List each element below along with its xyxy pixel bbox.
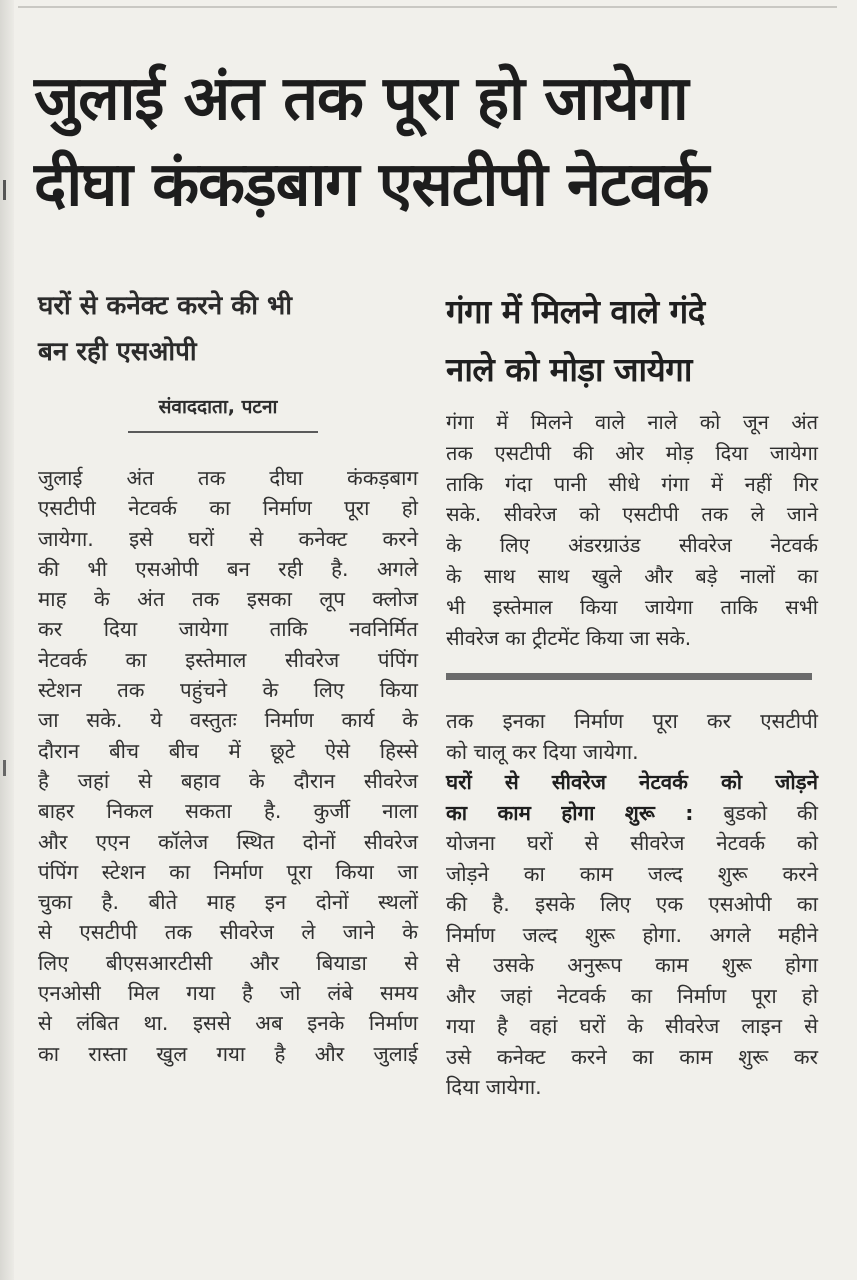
section-heading-line-1: घरों से सीवरेज नेटवर्क को जोड़ने: [446, 770, 818, 795]
right-body-text: [446, 706, 818, 1103]
right-subhead-line-1: गंगा में मिलने वाले गंदे: [446, 292, 705, 331]
right-intro-text: [446, 407, 818, 653]
section-heading-line-2: का काम होगा शुरू : बुडको की: [446, 800, 818, 825]
text-line: दिया जायेगा.: [446, 1075, 542, 1100]
text-line: माह के अंत तक इसका लूप क्लोज: [38, 587, 418, 612]
text-line: से उसके अनुरूप काम शुरू होगा: [446, 953, 818, 978]
byline: संवाददाता, पटना: [158, 396, 278, 418]
text-line: गंगा में मिलने वाले नाले को जून अंत: [446, 410, 818, 434]
text-line: ताकि गंदा पानी सीधे गंगा में नहीं गिर: [446, 471, 818, 496]
text-line: भी इस्तेमाल किया जायेगा ताकि सभी: [446, 594, 818, 619]
text-line: पंपिंग स्टेशन का निर्माण पूरा किया जा: [38, 859, 418, 884]
left-body-text: [38, 463, 418, 1069]
text-line: एनओसी मिल गया है जो लंबे समय: [38, 981, 418, 1006]
text-line: दौरान बीच बीच में छूटे ऐसे हिस्से: [38, 738, 418, 763]
text-line: सीवरेज का ट्रीटमेंट किया जा सके.: [446, 625, 692, 650]
text-line: के लिए अंडरग्राउंड सीवरेज नेटवर्क: [446, 533, 818, 558]
section-divider: [446, 673, 812, 680]
text-line: और जहां नेटवर्क का निर्माण पूरा हो: [446, 983, 818, 1008]
left-subhead-line-2: बन रही एसओपी: [38, 337, 197, 367]
right-column: [446, 283, 818, 1103]
section-text: [446, 828, 818, 1103]
top-rule: [18, 6, 837, 8]
text-line: जायेगा. इसे घरों से कनेक्ट करने: [38, 526, 418, 551]
left-subhead: [38, 283, 418, 375]
text-line: की भी एसओपी बन रही है. अगले: [38, 556, 418, 581]
text-line: तक एसटीपी की ओर मोड़ दिया जायेगा: [446, 440, 818, 465]
headline-line-1: जुलाई अंत तक पूरा हो जायेगा: [34, 63, 688, 134]
text-line: और एएन कॉलेज स्थित दोनों सीवरेज: [38, 829, 418, 854]
text-line: जोड़ने का काम जल्द शुरू करने: [446, 861, 818, 886]
text-line: चुका है. बीते माह इन दोनों स्थलों: [38, 890, 418, 915]
text-line: बाहर निकल सकता है. कुर्जी नाला: [38, 799, 418, 824]
text-line: तक इनका निर्माण पूरा कर एसटीपी: [446, 709, 818, 734]
text-line: का रास्ता खुल गया है और जुलाई: [38, 1041, 418, 1066]
right-subhead: [446, 283, 818, 399]
text-line: कर दिया जायेगा ताकि नवनिर्मित: [38, 617, 418, 642]
text-line: गया है वहां घरों के सीवरेज लाइन से: [446, 1014, 818, 1039]
left-column: [38, 283, 418, 1069]
text-line: उसे कनेक्ट करने का काम शुरू कर: [446, 1044, 818, 1069]
text-line: की है. इसके लिए एक एसओपी का: [446, 892, 818, 917]
text-line: निर्माण जल्द शुरू होगा. अगले महीने: [446, 922, 818, 947]
text-line: से लंबित था. इससे अब इनके निर्माण: [38, 1011, 418, 1036]
text-line: के साथ साथ खुले और बड़े नालों का: [446, 563, 818, 588]
text-line: से एसटीपी तक सीवरेज ले जाने के: [38, 920, 418, 945]
text-line: सके. सीवरेज को एसटीपी तक ले जाने: [446, 502, 818, 527]
page-fold-edge: [0, 0, 14, 1280]
text-line: को चालू कर दिया जायेगा.: [446, 739, 639, 764]
right-subhead-line-2: नाले को मोड़ा जायेगा: [446, 350, 692, 389]
headline: [34, 56, 824, 228]
text-line: लिए बीएसआरटीसी और बियाडा से: [38, 950, 418, 975]
text-line: जा सके. ये वस्तुतः निर्माण कार्य के: [38, 708, 418, 733]
text-line: नेटवर्क का इस्तेमाल सीवरेज पंपिंग: [38, 647, 418, 672]
text-line: योजना घरों से सीवरेज नेटवर्क को: [446, 831, 818, 856]
text-line: है जहां से बहाव के दौरान सीवरेज: [38, 768, 418, 793]
text-line: जुलाई अंत तक दीघा कंकड़बाग: [38, 466, 418, 490]
headline-line-2: दीघा कंकड़बाग एसटीपी नेटवर्क: [34, 149, 709, 220]
left-subhead-line-1: घरों से कनेक्ट करने की भी: [38, 291, 292, 321]
continued-text: [446, 706, 818, 767]
text-line: एसटीपी नेटवर्क का निर्माण पूरा हो: [38, 496, 418, 521]
byline-rule: [128, 431, 318, 433]
text-line: स्टेशन तक पहुंचने के लिए किया: [38, 678, 418, 703]
